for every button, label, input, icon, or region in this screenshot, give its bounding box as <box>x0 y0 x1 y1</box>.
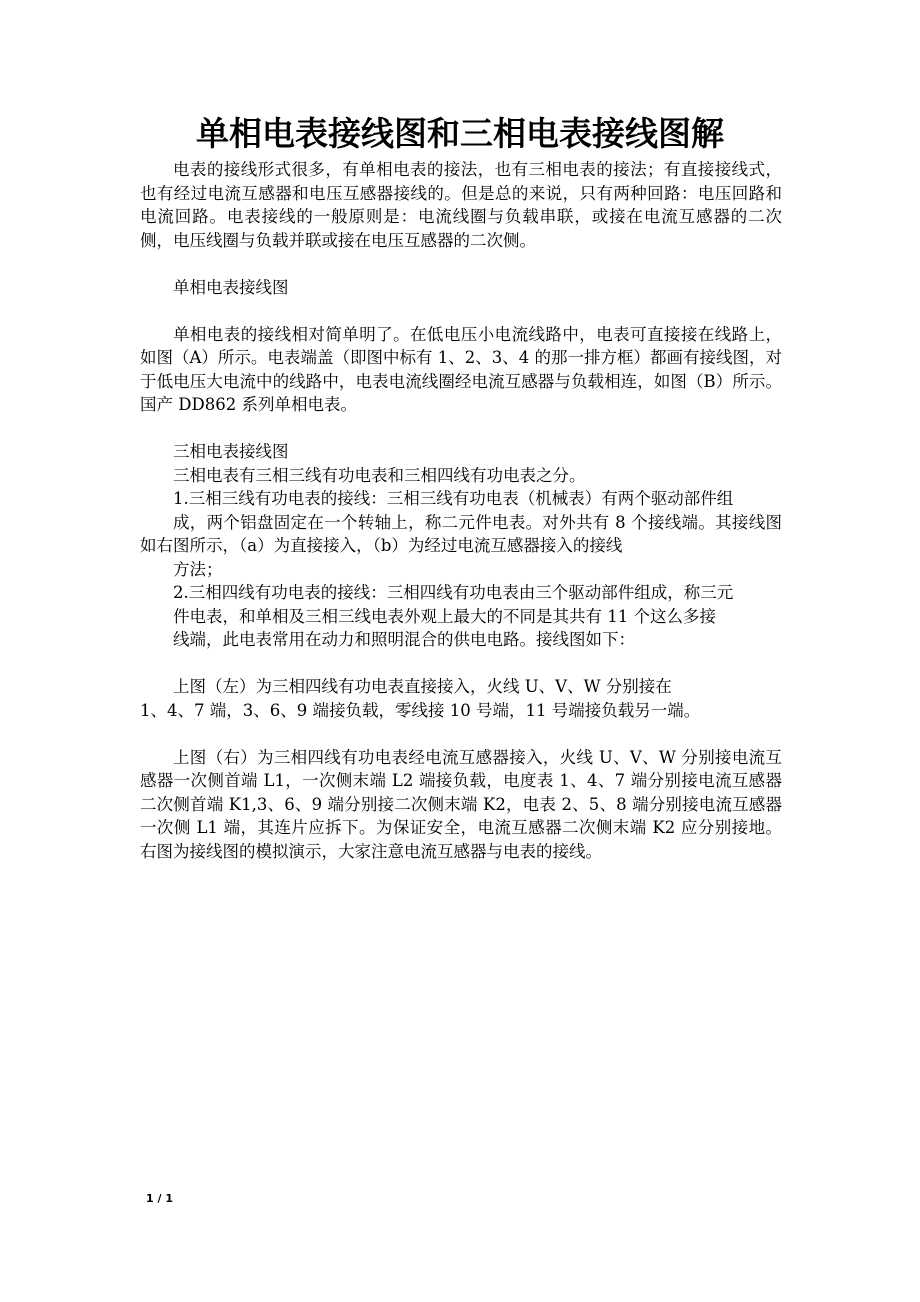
spacer <box>140 652 782 676</box>
spacer <box>140 299 782 323</box>
item2-line-c: 线端，此电表常用在动力和照明混合的供电电路。接线图如下： <box>173 630 635 649</box>
item1-line-b: 成，两个铝盘固定在一个转轴上，称二元件电表。对外共有 8 个接线端。其接线图如右图所示，（a）为直接接入，（b）为经过电流互感器接入的接线 <box>140 512 782 555</box>
three-phase-heading: 三相电表接线图 <box>173 442 289 461</box>
left-diagram-text-a: 上图（左）为三相四线有功电表直接接入，火线 U、V、W 分别接在 <box>173 677 672 696</box>
three-phase-intro: 三相电表有三相三线有功电表和三相四线有功电表之分。 <box>173 465 586 485</box>
left-diagram-text-b: 1、4、7 端，3、6、9 端接负载，零线接 10 号端，11 号端接负载另一端。 <box>140 700 701 720</box>
item1-line-c: 方法； <box>173 559 223 579</box>
page-number: 1 / 1 <box>146 1192 173 1205</box>
right-diagram-paragraph: 上图（右）为三相四线有功电表经电流互感器接入，火线 U、V、W 分别接电流互感器一次侧首端 L1，一次侧末端 L2 端接负载，电度表 1、4、7 端分别接电流互感器二次侧首端 K1,3、6、9 端分别接二次侧末端 K2，电表 2、5、8 端分别接电流互感器一次侧 L1 端，其连片应拆下。为保证安全，电流互感器二次侧末端 K2 应分别接地。右图为接线图的模拟演示，大家注意电流互感器与电表的接线。 <box>140 747 782 861</box>
spacer <box>140 722 782 746</box>
document-title: 单相电表接线图和三相电表接线图解 <box>196 114 724 153</box>
single-phase-paragraph: 单相电表的接线相对简单明了。在低电压小电流线路中，电表可直接接在线路上，如图（A）所示。电表端盖（即图中标有 1、2、3、4 的那一排方框）都画有接线图，对于低电压大电流中的线路中，电表电流线圈经电流互感器与负载相连，如图（B）所示。国产 DD862 系列单相电表。 <box>140 324 782 414</box>
item2-line-a: 2.三相四线有功电表的接线：三相四线有功电表由三个驱动部件组成，称三元 <box>173 583 734 602</box>
spacer <box>140 252 782 276</box>
intro-paragraph: 电表的接线形式很多，有单相电表的接法，也有三相电表的接法；有直接接线式，也有经过电流互感器和电压互感器接线的。但是总的来说，只有两种回路：电压回路和电流回路。电表接线的一般原则是：电流线圈与负载串联，或接在电流互感器的二次侧，电压线圈与负载并联或接在电压互感器的二次侧。 <box>140 160 782 250</box>
item1-line-a: 1.三相三线有功电表的接线：三相三线有功电表（机械表）有两个驱动部件组 <box>173 489 734 508</box>
item2-line-b: 件电表，和单相及三相三线电表外观上最大的不同是其共有 11 个这么多接 <box>173 606 716 626</box>
document-body <box>140 158 782 863</box>
single-phase-heading: 单相电表接线图 <box>173 277 289 297</box>
spacer <box>140 417 782 441</box>
